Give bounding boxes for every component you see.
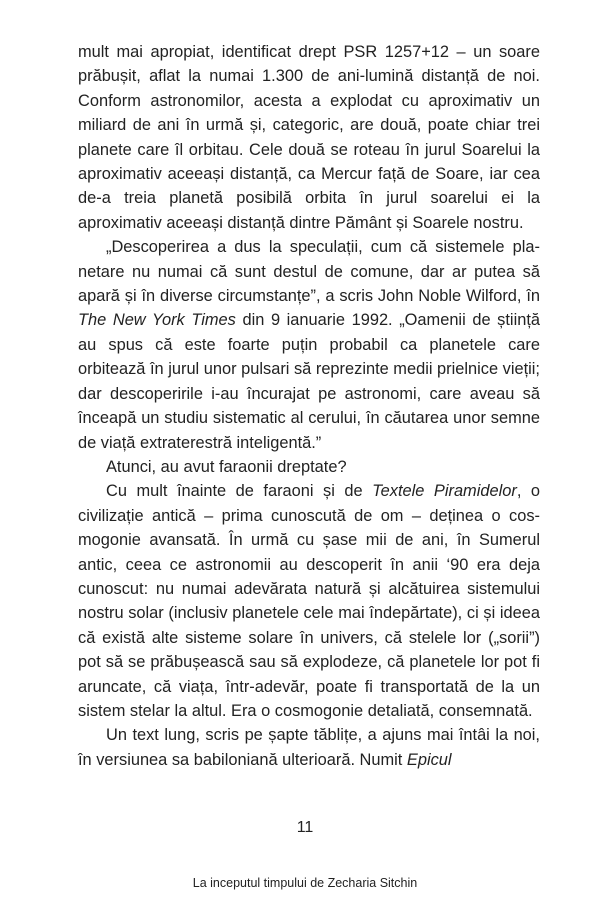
paragraph-1 xyxy=(78,40,540,235)
paragraph-5 xyxy=(78,723,540,772)
paragraph-3 xyxy=(78,455,540,479)
paragraph-3-segment-1: Atunci, au avut faraonii dreptate? xyxy=(106,457,347,476)
page-number: 11 xyxy=(296,819,314,836)
paragraph-1-segment-1: mult mai apropiat, identificat drept PSR 1257+12 – un soare prăbușit, aflat la numai 1.300 de ani-lumină distanță de noi. Conform astronomilor, acesta a explodat cu aproximativ un miliard de ani în urmă și, categoric, are două, poate chiar trei planete care îl orbitau. Cele două se roteau în jurul Soarelui la aproximativ aceeași distanță, ca Mercur față de Soare, iar cea de-a treia planetă posibilă orbita în jurul soarelui ei la aproximativ aceeași distanță dintre Pământ și Soarele nostru. xyxy=(78,43,540,232)
paragraph-4-segment-1: Cu mult înainte de faraoni și de xyxy=(106,482,373,501)
paragraph-2-segment-1: „Descoperirea a dus la speculații, cum că sistemele planetare nu numai că sunt destul de comune, dar ar putea să apară și în diverse circumstanțe”, a scris John Noble Wilford, în xyxy=(78,238,540,306)
paragraph-2-segment-2: The New York Times xyxy=(78,311,236,330)
paragraph-2-segment-3: din 9 ianuarie 1992. „Oamenii de știință au spus că este foarte puțin probabil ca planetele care orbitează în jurul unor pulsari să reprezinte medii prielnice vieții; dar descoperirile i-au încurajat pe astronomi, care aveau să înceapă un studiu sistematic al cerului, în căutarea unor semne de viață extraterestră inteligentă.” xyxy=(78,311,540,452)
paragraph-5-segment-1: Un text lung, scris pe șapte tăblițe, a ajuns mai întâi la noi, în versiunea sa babiloniană ulterioară. Numit xyxy=(78,726,540,769)
running-footer: La inceputul timpului de Zecharia Sitchin xyxy=(192,876,418,890)
paragraph-5-segment-2: Epicul xyxy=(406,750,452,769)
paragraph-4-segment-3: , o civilizație antică – prima cunoscută de om – deținea o cosmogonie avansată. În urmă cu șase mii de ani, în Sumerul antic, ceea ce astronomii au descoperit în anii ‘90 era deja cunoscut: nu numai adevărata natură și alcătuirea sistemului nostru solar (inclusiv planetele cele mai îndepărtate), ci și ideea că există alte sisteme solare în univers, că stelele lor („sorii”) pot să se prăbușească sau să explodeze, că planetele lor pot fi aruncate, că viața, într-adevăr, poate fi transportată de la un sistem stelar la altul. Era o cosmogonie detaliată, consemnată. xyxy=(78,482,540,720)
paragraph-2 xyxy=(78,235,540,455)
paragraph-4-segment-2: Textele Piramidelor xyxy=(372,482,517,501)
body-text xyxy=(78,40,540,772)
paragraph-4 xyxy=(78,479,540,723)
